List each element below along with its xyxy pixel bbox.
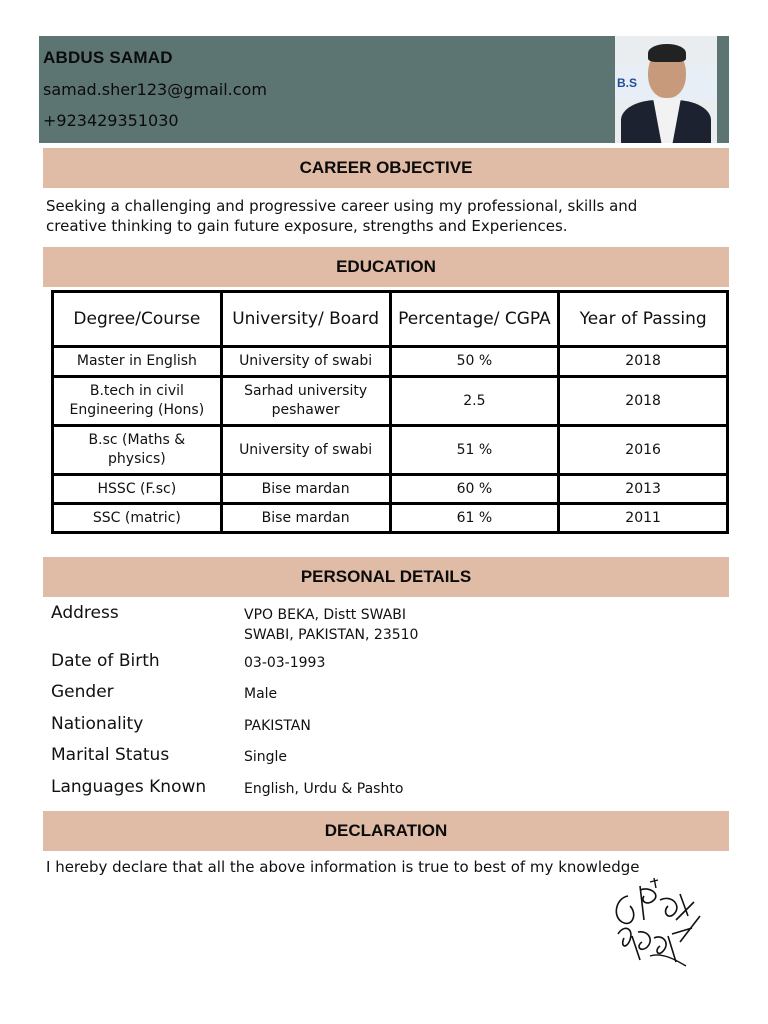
signature-stroke: [650, 878, 658, 888]
education-table: [51, 290, 729, 534]
cell-percentage: 61 %: [392, 505, 558, 531]
education-heading: EDUCATION: [43, 247, 729, 287]
declaration-text: I hereby declare that all the above information is true to best of my knowledge: [46, 858, 640, 876]
career-objective-text: [46, 196, 637, 236]
cell-year: 2018: [560, 378, 726, 424]
cell-percentage: 51 %: [392, 427, 558, 473]
languages-value: English, Urdu & Pashto: [244, 781, 404, 797]
cell-year: 2013: [560, 476, 726, 502]
declaration-heading: DECLARATION: [43, 811, 729, 851]
email-address[interactable]: samad.sher123@gmail.com: [43, 80, 267, 99]
applicant-name: ABDUS SAMAD: [43, 48, 173, 67]
address-line-1: VPO BEKA, Distt SWABI: [244, 607, 407, 623]
cell-degree: SSC (matric): [54, 505, 220, 531]
cell-university: Bise mardan: [223, 476, 389, 502]
signature-stroke: [618, 928, 650, 960]
cell-university: University of swabi: [223, 348, 389, 375]
photo-hair: [648, 44, 686, 62]
cell-percentage: 60 %: [392, 476, 558, 502]
address-line-2: SWABI, PAKISTAN, 23510: [244, 627, 419, 643]
signature-stroke: [650, 955, 686, 966]
career-objective-line-2: creative thinking to gain future exposure, strengths and Experiences.: [46, 217, 568, 235]
cell-degree: HSSC (F.sc): [54, 476, 220, 502]
education-table-header-row: [54, 293, 726, 345]
phone-number: +923429351030: [43, 111, 179, 130]
signature: [610, 876, 702, 968]
address-value: [244, 605, 418, 645]
header-percentage: Percentage/ CGPA: [392, 293, 558, 345]
cell-year: 2011: [560, 505, 726, 531]
gender-label: Gender: [51, 682, 114, 702]
marital-status-value: Single: [244, 749, 288, 765]
gender-value: Male: [244, 686, 278, 702]
cell-university: Bise mardan: [223, 505, 389, 531]
header-year: Year of Passing: [560, 293, 726, 345]
photo-banner-text: B.S: [617, 76, 638, 90]
header-university: University/ Board: [223, 293, 389, 345]
marital-status-label: Marital Status: [51, 745, 170, 765]
cell-degree: Master in English: [54, 348, 220, 375]
cell-university: Sarhad university peshawer: [223, 378, 389, 424]
profile-photo: [615, 36, 717, 143]
dob-value: 03-03-1993: [244, 655, 326, 671]
dob-label: Date of Birth: [51, 651, 160, 671]
nationality-label: Nationality: [51, 714, 144, 734]
address-label: Address: [51, 603, 119, 623]
table-row: [54, 427, 726, 473]
table-row: [54, 348, 726, 375]
table-row: [54, 476, 726, 502]
cell-university: University of swabi: [223, 427, 389, 473]
cell-year: 2018: [560, 348, 726, 375]
table-row: [54, 505, 726, 531]
nationality-value: PAKISTAN: [244, 718, 311, 734]
personal-details-heading: PERSONAL DETAILS: [43, 557, 729, 597]
signature-stroke: [616, 896, 633, 923]
languages-label: Languages Known: [51, 777, 207, 797]
header-degree: Degree/Course: [54, 293, 220, 345]
signature-stroke: [640, 886, 656, 920]
career-objective-heading: CAREER OBJECTIVE: [43, 148, 729, 188]
cell-degree: B.tech in civil Engineering (Hons): [54, 378, 220, 424]
cell-degree: B.sc (Maths & physics): [54, 427, 220, 473]
header-banner: [39, 36, 729, 143]
cell-percentage: 50 %: [392, 348, 558, 375]
table-row: [54, 378, 726, 424]
career-objective-line-1: Seeking a challenging and progressive career using my professional, skills and: [46, 197, 638, 215]
cell-percentage: 2.5: [392, 378, 558, 424]
signature-stroke: [676, 894, 694, 920]
signature-stroke: [660, 898, 677, 916]
cell-year: 2016: [560, 427, 726, 473]
